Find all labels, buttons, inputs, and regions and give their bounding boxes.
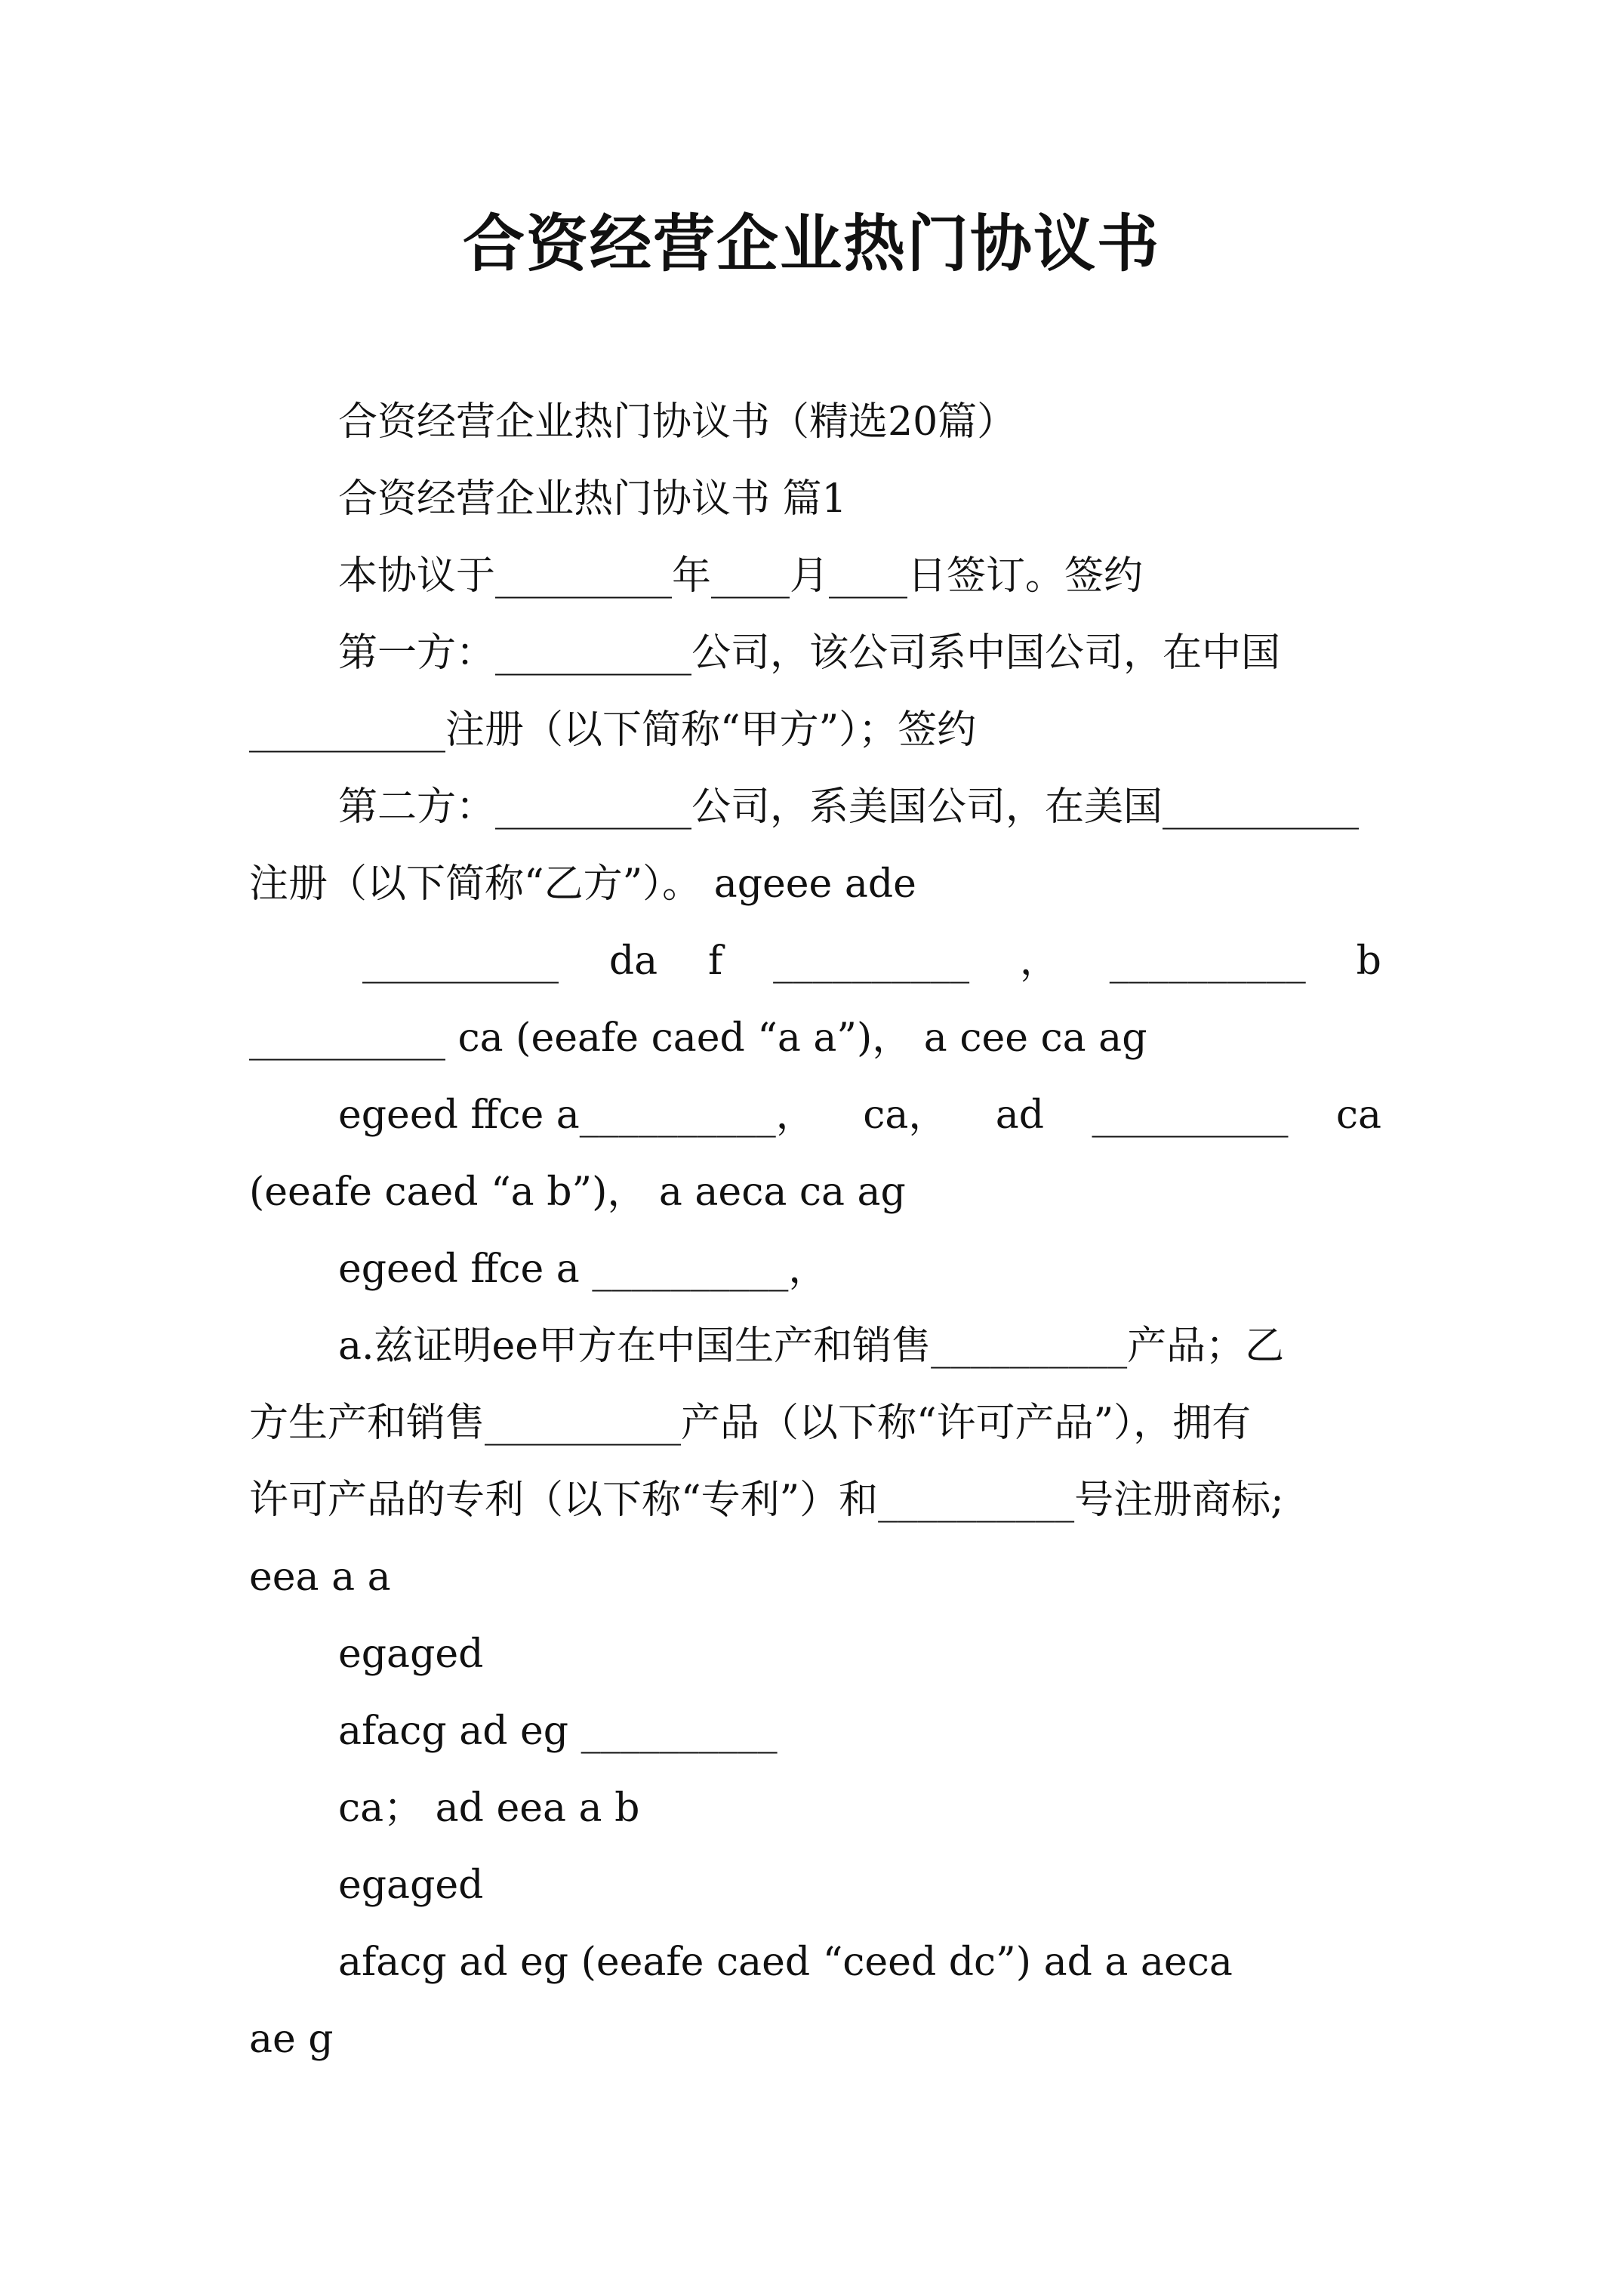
text-fragment: b bbox=[1356, 938, 1381, 984]
text-fragment: da bbox=[608, 938, 658, 984]
paragraph-line: 第一方：__________公司，该公司系中国公司，在中国 bbox=[338, 630, 1281, 676]
paragraph-line: 第二方：__________公司，系美国公司，在美国__________ bbox=[338, 784, 1360, 830]
paragraph-line: (eeafe caed “a b”)， a aeca ca ag bbox=[249, 1170, 906, 1215]
paragraph-line: afacg ad eg (eeafe caed “ceed dc”) ad a aeca bbox=[338, 1940, 1233, 1985]
paragraph-line: egaged bbox=[338, 1863, 484, 1908]
text-fragment: ca bbox=[1335, 1093, 1381, 1138]
paragraph-line: __________ ca (eeafe caed “a a”)， a cee ca ag bbox=[249, 1015, 1147, 1061]
text-fragment: __________ bbox=[1092, 1093, 1289, 1138]
paragraph-line bbox=[249, 1077, 1381, 1154]
document-title: 合资经营企业热门协议书 bbox=[462, 208, 1160, 280]
paragraph-line: 合资经营企业热门协议书（精选20篇） bbox=[338, 399, 1017, 445]
text-fragment: ， bbox=[1019, 938, 1059, 984]
paragraph-line: egeed ffce a __________， bbox=[338, 1247, 828, 1292]
text-fragment: __________ bbox=[1109, 938, 1306, 984]
paragraph-line: a.兹证明ee甲方在中国生产和销售__________产品；乙 bbox=[338, 1324, 1285, 1369]
paragraph-line: 注册（以下简称“乙方”）。 ageee ade bbox=[249, 861, 916, 907]
paragraph-line bbox=[249, 923, 1381, 1000]
paragraph-line: 许可产品的专利（以下称“专利”）和__________号注册商标; bbox=[249, 1478, 1284, 1523]
paragraph-line: egaged bbox=[338, 1632, 484, 1677]
paragraph-line: __________注册（以下简称“甲方”）；签约 bbox=[249, 707, 977, 753]
paragraph-line: 本协议于_________年____月____日签订。签约 bbox=[338, 553, 1144, 599]
text-fragment: ad bbox=[995, 1093, 1045, 1138]
text-fragment: egeed ffce a__________， bbox=[338, 1093, 815, 1138]
paragraph-line: 方生产和销售__________产品（以下称“许可产品”），拥有 bbox=[249, 1401, 1252, 1446]
text-fragment: __________ bbox=[773, 938, 970, 984]
document-body bbox=[249, 384, 1381, 2078]
paragraph-line: afacg ad eg __________ bbox=[338, 1709, 778, 1754]
paragraph-line: ca； ad eea a b bbox=[338, 1786, 640, 1831]
text-fragment: f bbox=[707, 938, 723, 984]
text-fragment: __________ bbox=[362, 938, 559, 984]
paragraph-line: eea a a bbox=[249, 1555, 391, 1600]
paragraph-line: 合资经营企业热门协议书 篇1 bbox=[338, 476, 847, 522]
text-fragment: ca， bbox=[863, 1093, 948, 1138]
paragraph-line: ae g bbox=[249, 2017, 334, 2062]
